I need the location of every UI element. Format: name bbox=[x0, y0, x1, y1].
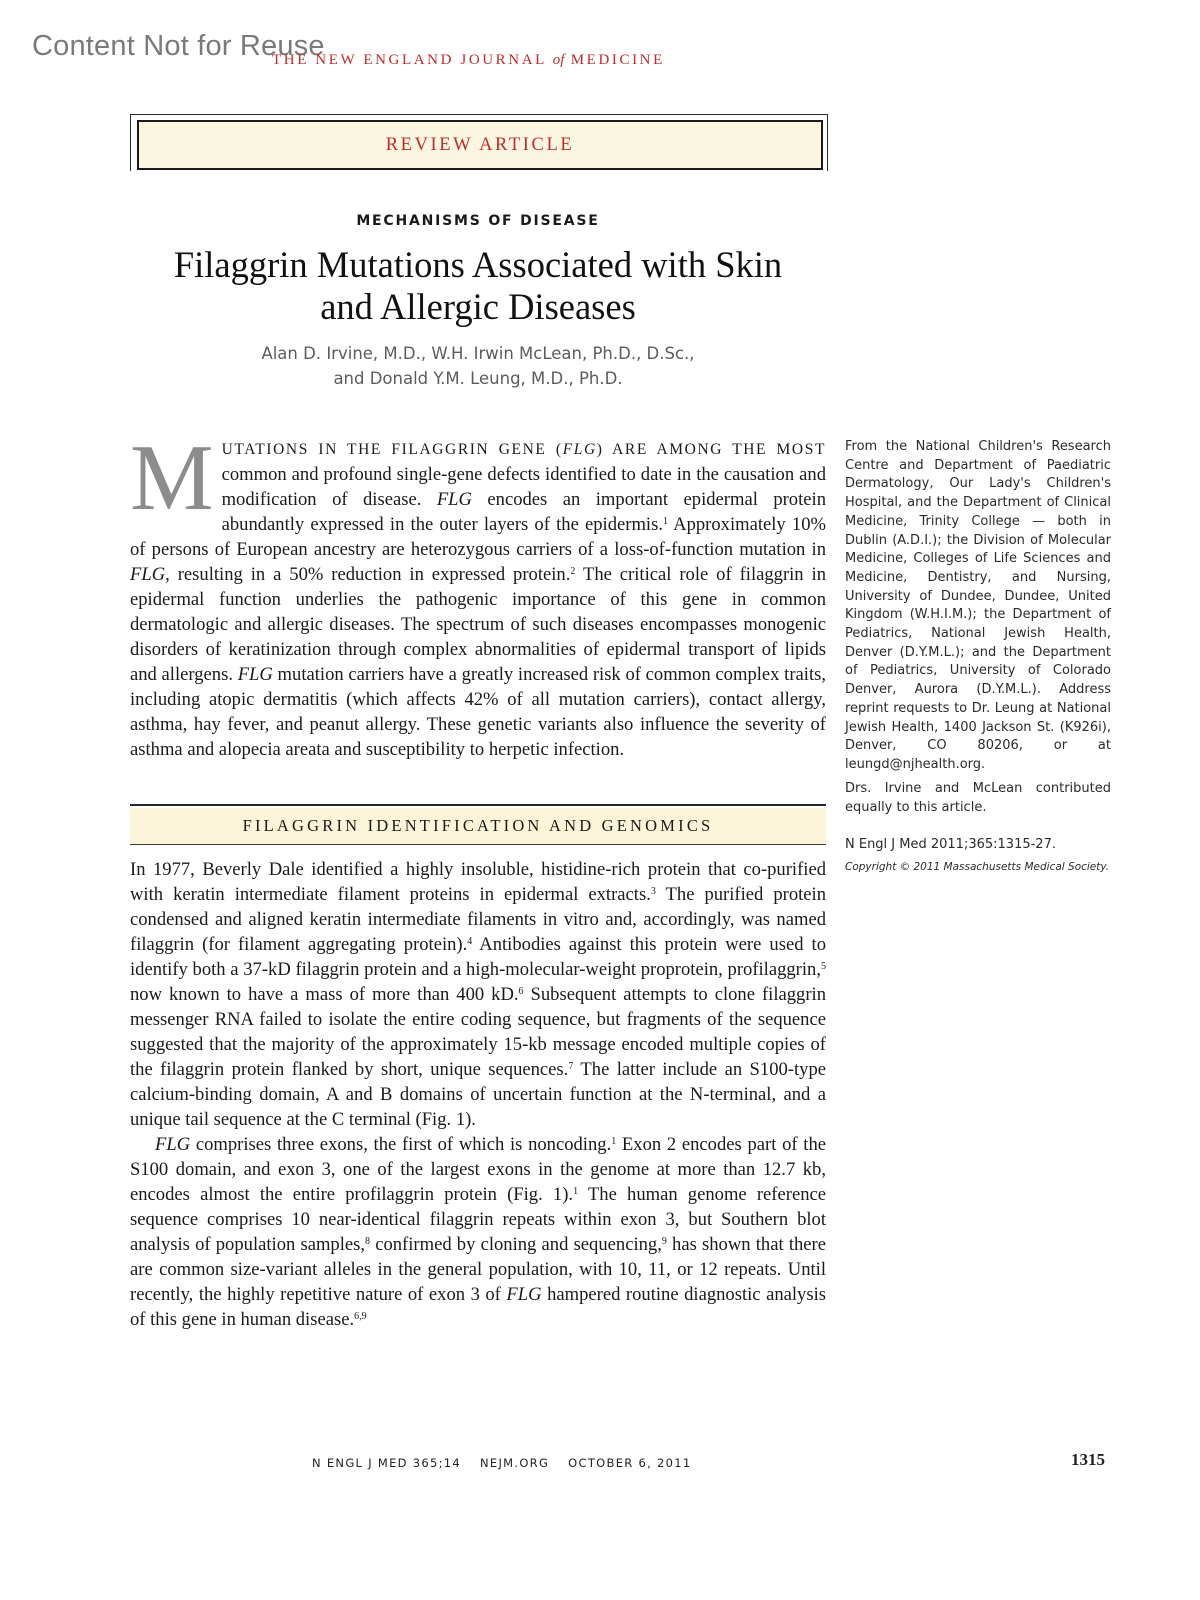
body-paragraph-2: FLG comprises three exons, the first of which is noncoding.$^1$ Exon 2 encodes part of the S100 domain, and exon 3, one of the largest exons in the genome at more than 12.7 kb, encodes almost the entire profilaggrin protein (Fig. 1).$^1$ The human genome reference sequence comprises 10 near-identical filaggrin repeats within exon 3, but Southern blot analysis of population samples,$^8$ confirmed by cloning and sequencing,$^9$ has shown that there are common size-variant alleles in the general population, with 10, 11, or 12 repeats. Until recently, the highly repetitive nature of exon 3 of FLG hampered routine diagnostic analysis of this gene in human disease.$^{6,9}$ bbox=[130, 1134, 826, 1330]
ref-1: 1 bbox=[611, 1136, 617, 1147]
contribution-note: Drs. Irvine and McLean contributed equally to this article. bbox=[845, 781, 1111, 815]
footer-journal: N ENGL J MED 365;14 bbox=[312, 1456, 462, 1470]
section-rule-bottom bbox=[130, 844, 826, 845]
section-heading: FILAGGRIN IDENTIFICATION AND GENOMICS bbox=[242, 816, 714, 835]
author-list bbox=[130, 341, 826, 391]
ref-8: 8 bbox=[365, 1236, 371, 1247]
ref-7: 7 bbox=[568, 1061, 574, 1072]
ref-3: 3 bbox=[650, 886, 656, 897]
section-kicker: MECHANISMS OF DISEASE bbox=[356, 213, 600, 229]
citation-line: N Engl J Med 2011;365:1315-27. bbox=[845, 837, 1056, 852]
article-type-label: REVIEW ARTICLE bbox=[385, 134, 575, 155]
copyright-line: Copyright © 2011 Massachusetts Medical Society. bbox=[845, 861, 1110, 873]
lead-paragraph: MUTATIONS IN THE FILAGGRIN GENE (FLG) ARE AMONG THE MOST common and profound single-gene defects identified to date in the causation and modification of disease. FLG encodes an important epidermal protein abundantly expressed in the outer layers of the epidermis.$^1$ Approximately 10% of persons of European ancestry are heterozygous carriers of a loss-of-function mutation in FLG, resulting in a 50% reduction in expressed protein.$^2$ The critical role of filaggrin in epidermal function underlies the pathogenic importance of this gene in common dermatologic and allergic diseases. The spectrum of such diseases encompasses monogenic disorders of keratinization through complex abnormalities of epidermal transport of lipids and allergens. FLG mutation carriers have a greatly increased risk of common complex traits, including atopic dermatitis (which affects 42% of all mutation carriers), contact allergy, asthma, hay fever, and peanut allergy. These genetic variants also influence the severity of asthma and alopecia areata and susceptibility to herpetic infection. bbox=[130, 426, 827, 760]
journal-masthead bbox=[272, 52, 665, 69]
body-paragraph-1: In 1977, Beverly Dale identified a highly insoluble, histidine-rich protein that co-purified with keratin intermediate filament proteins in epidermal extracts.$^3$ The purified protein condensed and aligned keratin intermediate filaments in vitro and, accordingly, was named filaggrin (for filament aggregating protein).$^4$ Antibodies against this protein were used to identify both a 37-kD filaggrin protein and a high-molecular-weight proprotein, profilaggrin,$^5$ now known to have a mass of more than 400 kD.$^6$ Subsequent attempts to clone filaggrin messenger RNA failed to isolate the entire coding sequence, but fragments of the sequence suggested that the majority of the approximately 15-kb message encoded multiple copies of the filaggrin protein flanked by short, unique sequences.$^7$ The latter include an S100-type calcium-binding domain, A and B domains of uncertain function at the N-terminal, and a unique tail sequence at the C terminal (Fig. 1). bbox=[130, 859, 827, 1130]
masthead-pre: THE NEW ENGLAND JOURNAL bbox=[272, 52, 553, 68]
ref-6: 6 bbox=[518, 986, 524, 997]
ref-9: 9 bbox=[661, 1236, 667, 1247]
ref-2: 2 bbox=[570, 566, 576, 577]
title-line-2: and Allergic Diseases bbox=[320, 286, 636, 327]
ref-1: 1 bbox=[662, 516, 668, 527]
footer-date: OCTOBER 6, 2011 bbox=[568, 1456, 692, 1470]
article-title bbox=[130, 244, 826, 328]
authors-line-2: and Donald Y.M. Leung, M.D., Ph.D. bbox=[333, 369, 623, 388]
review-banner bbox=[137, 120, 823, 170]
drop-cap: M bbox=[130, 426, 214, 530]
page-number: 1315 bbox=[1071, 1450, 1105, 1469]
authors-line-1: Alan D. Irvine, M.D., W.H. Irwin McLean, Ph.D., D.Sc., bbox=[261, 344, 695, 363]
section-rule-top bbox=[130, 804, 826, 806]
author-affiliations: From the National Children's Research Centre and Department of Paediatric Dermatology, Our Lady's Children's Hospital, and the Department of Clinical Medicine, Trinity College — both in Dublin (A.D.I.); the Division of Molecular Medicine, Colleges of Life Sciences and Medicine, Dentistry, and Nursing, University of Dundee, Dundee, United Kingdom (W.H.I.M.); the Department of Pediatrics, National Jewish Health, Denver (D.Y.M.L.); and the Department of Pediatrics, University of Colorado Denver, Aurora (D.Y.M.L.). Address reprint requests to Dr. Leung at National Jewish Health, 1400 Jackson St. (K926i), Denver, CO 80206, or at leungd@njhealth.org. bbox=[845, 439, 1111, 772]
ref-6-9: 6,9 bbox=[354, 1311, 367, 1322]
ref-1: 1 bbox=[573, 1186, 579, 1197]
ref-4: 4 bbox=[467, 936, 473, 947]
watermark-text: Content Not for Reuse bbox=[32, 30, 325, 62]
section-heading-band bbox=[130, 808, 826, 844]
masthead-post: MEDICINE bbox=[564, 52, 665, 68]
body-text bbox=[130, 857, 826, 1332]
page-footer bbox=[312, 1456, 706, 1470]
footer-site: NEJM.ORG bbox=[479, 1456, 550, 1470]
masthead-of: of bbox=[552, 52, 565, 68]
ref-5: 5 bbox=[821, 961, 826, 972]
lead-smallcaps: UTATIONS IN THE FILAGGRIN GENE (FLG) ARE AMONG THE MOST bbox=[221, 441, 827, 458]
title-line-1: Filaggrin Mutations Associated with Skin bbox=[173, 244, 783, 285]
